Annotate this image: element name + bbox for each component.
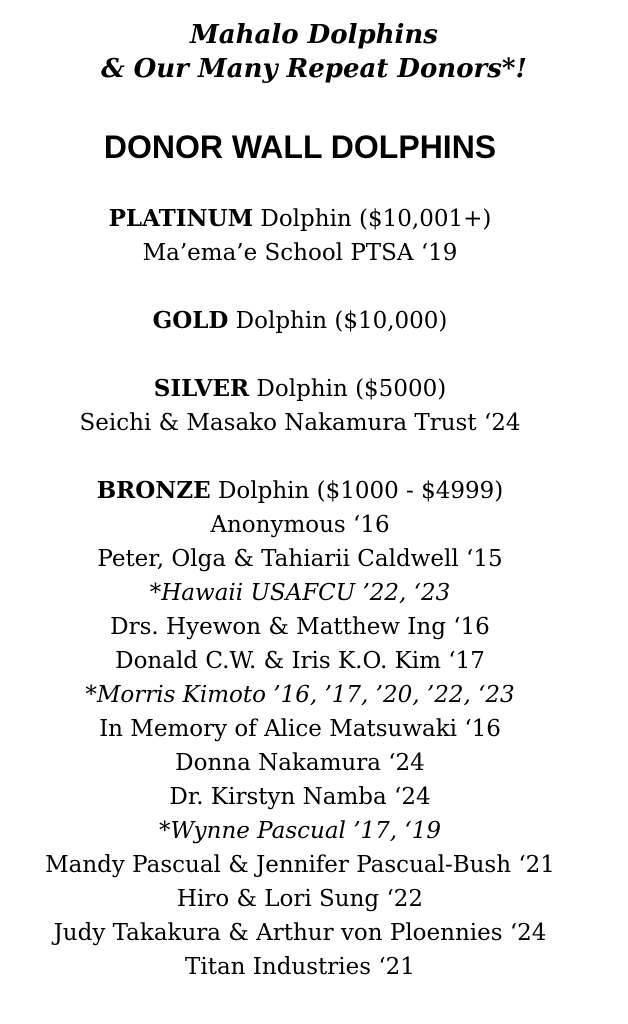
donor-entry: Drs. Hyewon & Matthew Ing ‘16 [110, 614, 490, 640]
tier-heading [0, 474, 600, 508]
donor-entry: Peter, Olga & Tahiarii Caldwell ‘15 [97, 546, 503, 572]
donor-entry: Seichi & Masako Nakamura Trust ‘24 [79, 410, 521, 436]
donor-entry: Hiro & Lori Sung ‘22 [176, 886, 424, 912]
tier-heading [0, 304, 600, 338]
tier-description: Dolphin ($10,001+) [253, 206, 492, 232]
donor-entry: Donald C.W. & Iris K.O. Kim ‘17 [115, 648, 485, 674]
donor-entry: Donna Nakamura ‘24 [175, 750, 425, 776]
tier-name: PLATINUM [108, 205, 254, 232]
tier-heading [0, 372, 600, 406]
tier-gold [0, 304, 600, 338]
tier-description: Dolphin ($5000) [249, 376, 447, 402]
header-line-2: & Our Many Repeat Donors*! [101, 54, 527, 84]
tier-name: GOLD [152, 307, 229, 334]
header-line-1: Mahalo Dolphins [190, 20, 438, 50]
donor-entry: Anonymous ‘16 [210, 512, 390, 538]
donor-entry: Titan Industries ‘21 [185, 954, 415, 980]
donor-entry: In Memory of Alice Matsuwaki ‘16 [99, 716, 501, 742]
repeat-donor-entry: *Morris Kimoto ’16, ’17, ’20, ’22, ‘23 [85, 682, 515, 708]
mahalo-header [0, 18, 628, 86]
donor-entry: Judy Takakura & Arthur von Ploennies ‘24 [53, 920, 547, 946]
tier-bronze [0, 474, 600, 984]
tier-name: SILVER [153, 375, 250, 402]
tier-platinum [0, 202, 600, 270]
tier-description: Dolphin ($1000 - $4999) [210, 478, 504, 504]
tier-description: Dolphin ($10,000) [228, 308, 448, 334]
page-title: DONOR WALL DOLPHINS [103, 129, 497, 165]
repeat-donor-entry: *Hawaii USAFCU ’22, ‘23 [149, 580, 451, 606]
donor-entry: Dr. Kirstyn Namba ‘24 [169, 784, 431, 810]
repeat-donor-entry: *Wynne Pascual ’17, ‘19 [159, 818, 441, 844]
tier-silver [0, 372, 600, 440]
donor-entry: Mandy Pascual & Jennifer Pascual-Bush ‘21 [45, 852, 555, 878]
donor-entry: Ma’ema’e School PTSA ‘19 [142, 240, 458, 266]
tier-heading [0, 202, 600, 236]
tier-name: BRONZE [96, 477, 211, 504]
